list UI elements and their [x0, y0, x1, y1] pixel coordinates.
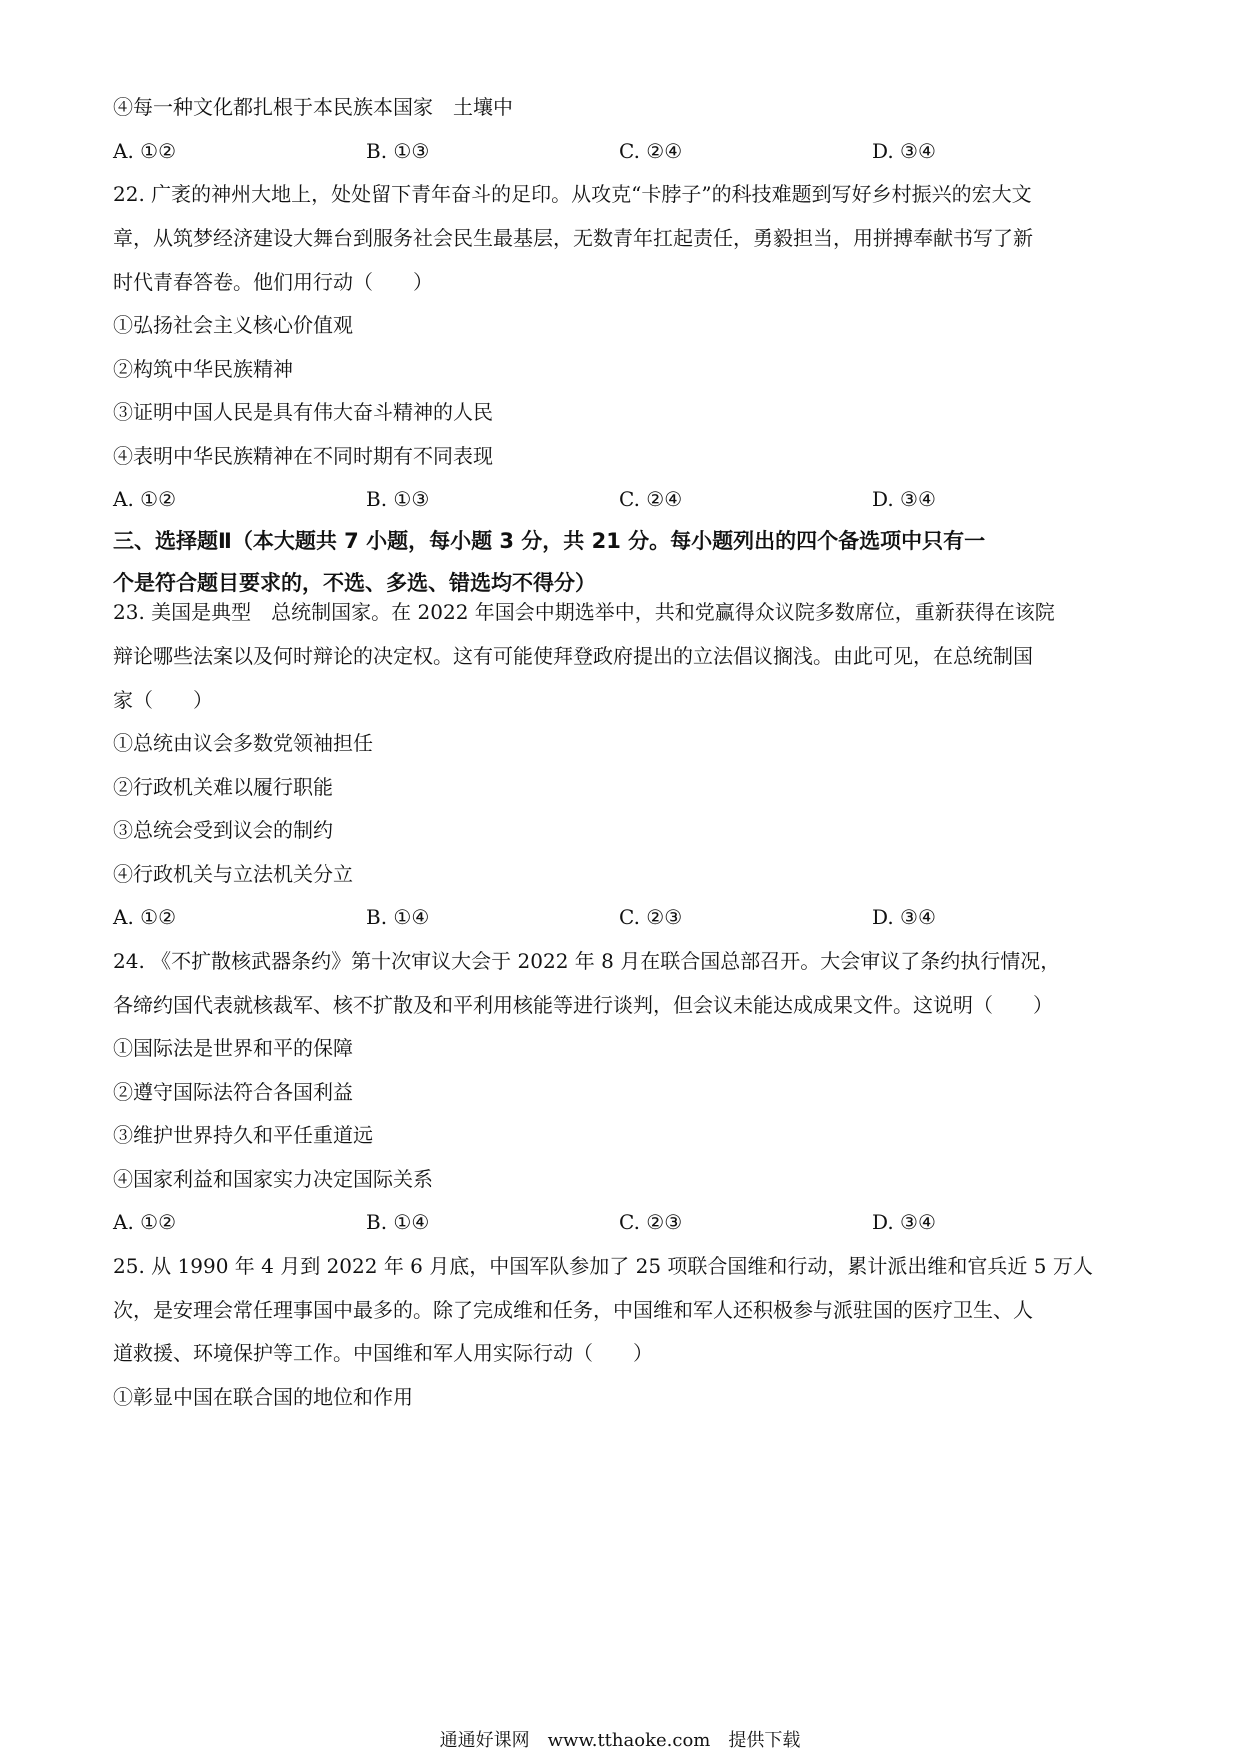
q24-options	[113, 1208, 1133, 1236]
q25-stem-line-2: 次，是安理会常任理事国中最多的。除了完成维和任务，中国维和军人还积极参与派驻国的医疗卫生、人	[113, 1298, 1033, 1322]
footer-watermark: 通通好课网 www.tthaoke.com 提供下载	[439, 1730, 801, 1751]
q23-option-c: C. ②③	[619, 905, 683, 929]
q21-option-d: D. ③④	[872, 139, 936, 163]
q23-stem-line-1: 23. 美国是典型 总统制国家。在 2022 年国会中期选举中，共和党赢得众议院多数席位，重新获得在该院	[113, 600, 1055, 624]
q24-item-3: ③维护世界持久和平任重道远	[113, 1123, 373, 1147]
q24-option-b: B. ①④	[366, 1210, 430, 1234]
q23-option-a: A. ①②	[113, 905, 177, 929]
q22-option-a: A. ①②	[113, 487, 177, 511]
q24-item-2: ②遵守国际法符合各国利益	[113, 1080, 353, 1104]
section-heading	[113, 520, 1143, 604]
q24-option-a: A. ①②	[113, 1210, 177, 1234]
q22-options	[113, 485, 1133, 513]
q22-stem-line-3: 时代青春答卷。他们用行动（ ）	[113, 270, 433, 294]
q22-option-b: B. ①③	[366, 487, 430, 511]
section-heading-line-2: 个是符合题目要求的，不选、多选、错选均不得分）	[113, 571, 596, 595]
q23-item-4: ④行政机关与立法机关分立	[113, 862, 353, 886]
q23-item-3: ③总统会受到议会的制约	[113, 818, 333, 842]
q23-option-d: D. ③④	[872, 905, 936, 929]
q23-item-2: ②行政机关难以履行职能	[113, 775, 333, 799]
q24-item-4: ④国家利益和国家实力决定国际关系	[113, 1167, 433, 1191]
q21-options	[113, 137, 1133, 165]
q21-option-c: C. ②④	[619, 139, 683, 163]
q23-options	[113, 903, 1133, 931]
q24-stem-line-1: 24. 《不扩散核武器条约》第十次审议大会于 2022 年 8 月在联合国总部召开。大会审议了条约执行情况，	[113, 949, 1061, 973]
q23-stem-line-3: 家（ ）	[113, 688, 213, 712]
q23-stem-line-2: 辩论哪些法案以及何时辩论的决定权。这有可能使拜登政府提出的立法倡议搁浅。由此可见，在总统制国	[113, 644, 1033, 668]
q22-item-3: ③证明中国人民是具有伟大奋斗精神的人民	[113, 400, 493, 424]
q22-option-d: D. ③④	[872, 487, 936, 511]
q21-item-4: ④每一种文化都扎根于本民族本国家 土壤中	[113, 95, 513, 119]
q24-stem-line-2: 各缔约国代表就核裁军、核不扩散及和平利用核能等进行谈判，但会议未能达成成果文件。这说明（ ）	[113, 993, 1053, 1017]
q22-option-c: C. ②④	[619, 487, 683, 511]
q22-stem-line-1: 22. 广袤的神州大地上，处处留下青年奋斗的足印。从攻克“卡脖子”的科技难题到写好乡村振兴的宏大文	[113, 182, 1032, 206]
q23-option-b: B. ①④	[366, 905, 430, 929]
q24-item-1: ①国际法是世界和平的保障	[113, 1036, 353, 1060]
q25-stem-line-1: 25. 从 1990 年 4 月到 2022 年 6 月底，中国军队参加了 25 项联合国维和行动，累计派出维和官兵近 5 万人	[113, 1254, 1093, 1278]
q22-item-1: ①弘扬社会主义核心价值观	[113, 313, 353, 337]
q25-item-1: ①彰显中国在联合国的地位和作用	[113, 1385, 413, 1409]
section-heading-line-1: 三、选择题Ⅱ（本大题共 7 小题，每小题 3 分，共 21 分。每小题列出的四个备选项中只有一	[113, 529, 986, 553]
q21-option-b: B. ①③	[366, 139, 430, 163]
q22-item-2: ②构筑中华民族精神	[113, 357, 293, 381]
q24-option-d: D. ③④	[872, 1210, 936, 1234]
q22-item-4: ④表明中华民族精神在不同时期有不同表现	[113, 444, 493, 468]
q25-stem-line-3: 道救援、环境保护等工作。中国维和军人用实际行动（ ）	[113, 1341, 653, 1365]
q23-item-1: ①总统由议会多数党领袖担任	[113, 731, 373, 755]
q21-option-a: A. ①②	[113, 139, 177, 163]
q24-option-c: C. ②③	[619, 1210, 683, 1234]
q22-stem-line-2: 章，从筑梦经济建设大舞台到服务社会民生最基层，无数青年扛起责任，勇毅担当，用拼搏奉献书写了新	[113, 226, 1033, 250]
